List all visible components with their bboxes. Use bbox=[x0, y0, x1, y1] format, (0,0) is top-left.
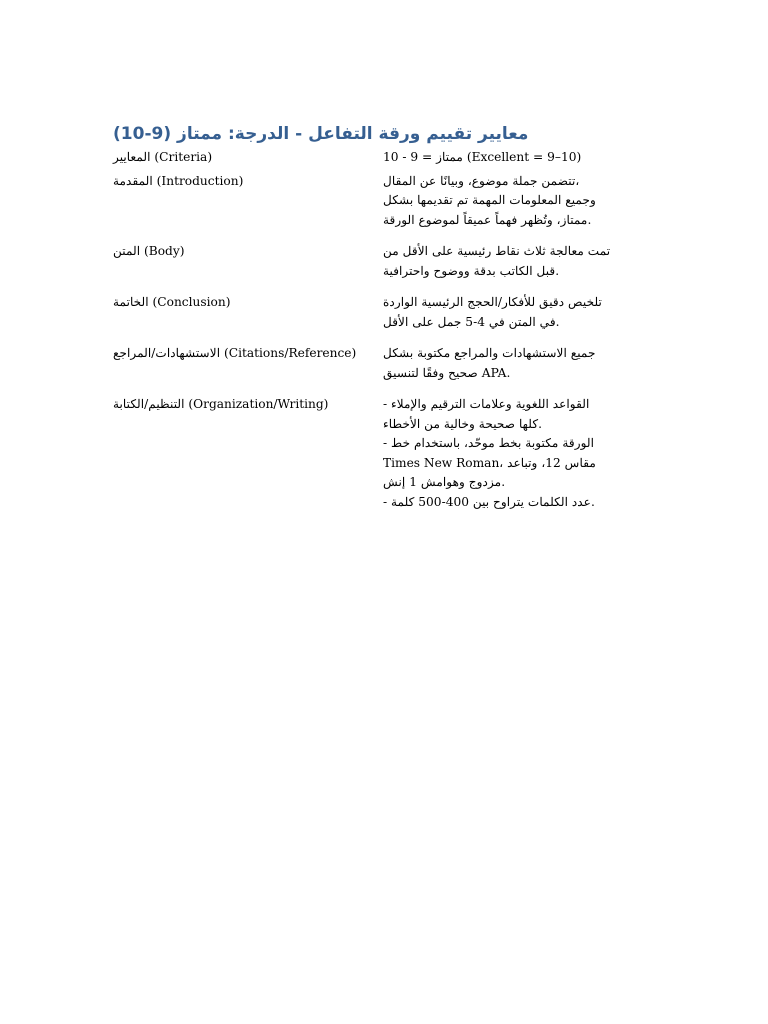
description-cell bbox=[383, 395, 653, 524]
description-line: ممتاز، وتُظهر فهماً عميقاً لموضوع الورقة. bbox=[383, 212, 592, 227]
description-line: وجميع المعلومات المهمة تم تقديمها بشكل bbox=[383, 193, 596, 207]
table-row bbox=[113, 395, 653, 524]
description-line: قبل الكاتب بدقة ووضوح واحترافية. bbox=[383, 263, 560, 278]
description-line: مزدوج وهوامش 1 إنش. bbox=[383, 475, 506, 489]
criterion-cell: الاستشهادات/المراجع (Citations/Reference) bbox=[113, 346, 357, 360]
criterion-cell: الخاتمة (Conclusion) bbox=[113, 295, 231, 309]
description-line: - الورقة مكتوبة بخط موحّد، باستخدام خط bbox=[383, 436, 594, 450]
description-cell bbox=[383, 242, 653, 293]
description-line: تتضمن جملة موضوع، وبيانًا عن المقال، bbox=[383, 173, 580, 188]
table-row bbox=[113, 242, 653, 293]
description-line: - القواعد اللغوية وعلامات الترقيم والإملاء bbox=[383, 397, 590, 411]
table-row bbox=[113, 172, 653, 243]
rubric-table bbox=[113, 148, 653, 524]
description-line: جميع الاستشهادات والمراجع مكتوبة بشكل bbox=[383, 346, 596, 360]
description-line: كلها صحيحة وخالية من الأخطاء. bbox=[383, 416, 543, 431]
criteria-header: المعايير (Criteria) bbox=[113, 150, 213, 164]
description-cell bbox=[383, 172, 653, 243]
criterion-cell: المتن (Body) bbox=[113, 244, 185, 258]
table-row bbox=[113, 344, 653, 395]
table-header-row bbox=[113, 148, 653, 172]
description-line: في المتن في 4-5 جمل على الأقل. bbox=[383, 314, 560, 329]
description-cell bbox=[383, 344, 653, 395]
description-line: - عدد الكلمات يتراوح بين 400-500 كلمة. bbox=[383, 494, 595, 509]
document-title: معايير تقييم ورقة التفاعل - الدرجة: ممتاز (9-10) bbox=[113, 124, 529, 144]
criterion-cell: التنظيم/الكتابة (Organization/Writing) bbox=[113, 397, 329, 411]
description-line: تلخيص دقيق للأفكار/الحجج الرئيسية الواردة bbox=[383, 295, 602, 309]
table-row bbox=[113, 293, 653, 344]
criterion-cell: المقدمة (Introduction) bbox=[113, 173, 244, 188]
score-header: 10 - 9 = ممتاز (Excellent = 9–10) bbox=[383, 150, 582, 164]
description-cell bbox=[383, 293, 653, 344]
description-line: صحيح وفقًا لتنسيق APA. bbox=[383, 365, 511, 380]
description-line: Times New Roman، مقاس 12، وتباعد bbox=[383, 455, 596, 470]
description-line: تمت معالجة ثلاث نقاط رئيسية على الأقل من bbox=[383, 244, 611, 258]
